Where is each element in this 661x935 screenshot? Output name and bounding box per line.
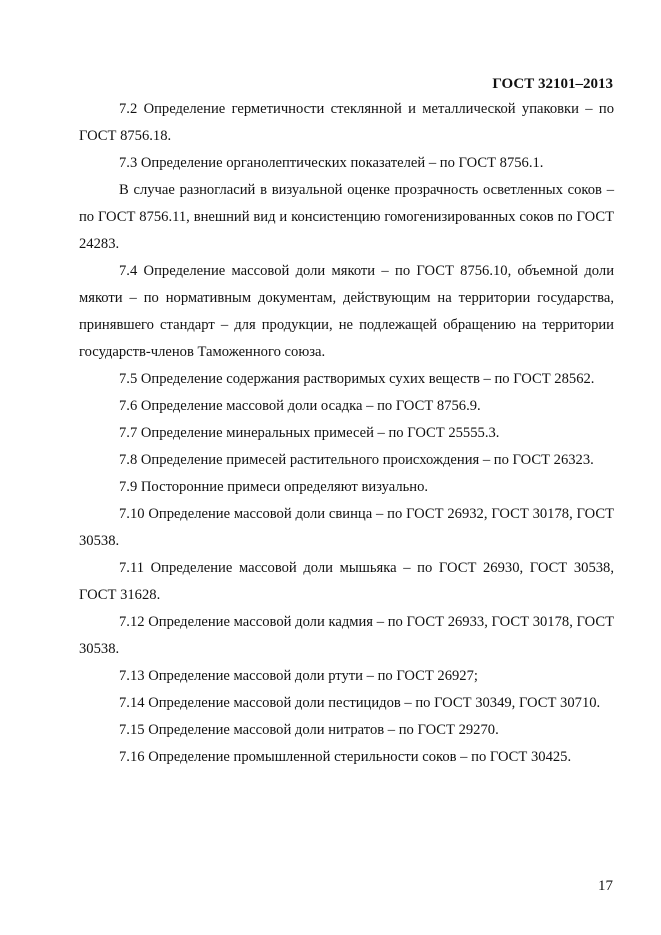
document-body	[79, 96, 614, 771]
paragraph-7-4: 7.4 Определение массовой доли мякоти – по ГОСТ 8756.10, объемной доли мякоти – по нормативным документам, действующим на территории государства, принявшего стандарт – для продукции, не подлежащей обращению на территории государств-членов Таможенного союза.	[79, 263, 614, 360]
paragraph-disagreement-note: В случае разногласий в визуальной оценке прозрачность осветленных соков – по ГОСТ 8756.11, внешний вид и консистенцию гомогенизированных соков по ГОСТ 24283.	[79, 182, 614, 252]
page-number: 17	[598, 878, 613, 894]
paragraph-7-15: 7.15 Определение массовой доли нитратов – по ГОСТ 29270.	[119, 722, 499, 738]
paragraph-7-5: 7.5 Определение содержания растворимых сухих веществ – по ГОСТ 28562.	[119, 371, 595, 387]
paragraph-7-7: 7.7 Определение минеральных примесей – по ГОСТ 25555.3.	[119, 425, 500, 441]
paragraph-7-12: 7.12 Определение массовой доли кадмия – по ГОСТ 26933, ГОСТ 30178, ГОСТ 30538.	[79, 614, 614, 657]
paragraph-7-14: 7.14 Определение массовой доли пестицидов – по ГОСТ 30349, ГОСТ 30710.	[119, 695, 601, 711]
paragraph-7-2: 7.2 Определение герметичности стеклянной и металлической упаковки – по ГОСТ 8756.18.	[79, 101, 614, 144]
paragraph-7-13: 7.13 Определение массовой доли ртути – по ГОСТ 26927;	[119, 668, 478, 684]
document-header: ГОСТ 32101–2013	[492, 76, 613, 92]
paragraph-7-3: 7.3 Определение органолептических показателей – по ГОСТ 8756.1.	[119, 155, 544, 171]
paragraph-7-16: 7.16 Определение промышленной стерильности соков – по ГОСТ 30425.	[119, 749, 572, 765]
paragraph-7-10: 7.10 Определение массовой доли свинца – по ГОСТ 26932, ГОСТ 30178, ГОСТ 30538.	[79, 506, 614, 549]
paragraph-7-11: 7.11 Определение массовой доли мышьяка – по ГОСТ 26930, ГОСТ 30538, ГОСТ 31628.	[79, 560, 614, 603]
paragraph-7-8: 7.8 Определение примесей растительного происхождения – по ГОСТ 26323.	[119, 452, 594, 468]
paragraph-7-6: 7.6 Определение массовой доли осадка – по ГОСТ 8756.9.	[119, 398, 481, 414]
paragraph-7-9: 7.9 Посторонние примеси определяют визуально.	[119, 479, 429, 495]
